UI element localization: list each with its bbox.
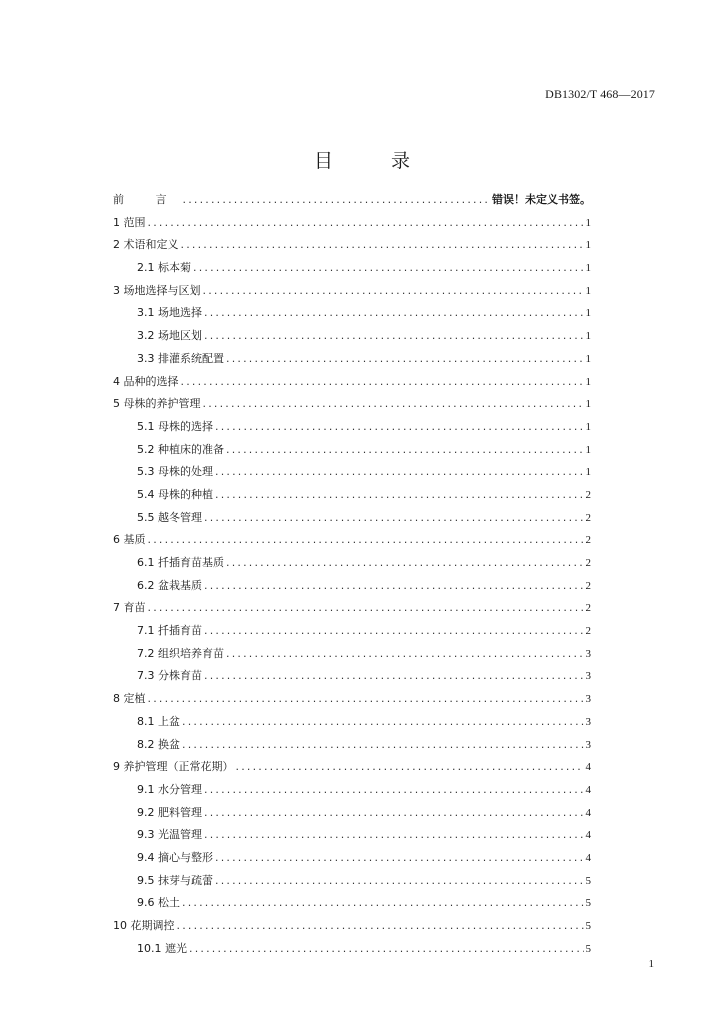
- toc-entry[interactable]: [113, 552, 591, 575]
- toc-entry[interactable]: [113, 212, 591, 235]
- toc-dot-leader: [182, 892, 584, 915]
- toc-entry-page: 错误！未定义书签。: [492, 193, 591, 206]
- toc-dot-leader: [226, 348, 584, 371]
- toc-dot-leader: [204, 325, 584, 348]
- toc-entry[interactable]: [113, 688, 591, 711]
- toc-dot-leader: [182, 711, 584, 734]
- toc-dot-leader: [148, 688, 584, 711]
- toc-entry[interactable]: [113, 915, 591, 938]
- toc-entry-title: 3.3 排灌系统配置: [137, 351, 224, 365]
- toc-entry-title: 3 场地选择与区划: [113, 283, 201, 297]
- toc-entry-title: 9.1 水分管理: [137, 782, 202, 796]
- toc-dot-leader: [204, 507, 584, 530]
- toc-entry-page: 1: [585, 352, 591, 365]
- toc-dot-leader: [189, 938, 584, 961]
- toc-dot-leader: [148, 529, 584, 552]
- toc-entry[interactable]: [113, 643, 591, 666]
- toc-entry[interactable]: [113, 802, 591, 825]
- toc-entry-page: 5: [585, 874, 591, 887]
- toc-entry-title: 10.1 遮光: [137, 941, 187, 955]
- toc-entry[interactable]: [113, 234, 591, 257]
- toc-entry[interactable]: [113, 597, 591, 620]
- toc-dot-leader: [203, 280, 584, 303]
- toc-entry-title: 9.3 光温管理: [137, 828, 202, 842]
- toc-entry-title: 2 术语和定义: [113, 238, 179, 252]
- toc-entry-title: 8.1 上盆: [137, 714, 180, 728]
- toc-entry-page: 1: [585, 284, 591, 297]
- toc-entry[interactable]: [113, 484, 591, 507]
- toc-entry[interactable]: [113, 189, 591, 212]
- table-of-contents: [113, 189, 591, 960]
- toc-entry-title: 7.3 分株育苗: [137, 669, 202, 683]
- toc-entry-title: 7 育苗: [113, 601, 146, 615]
- toc-entry-page: 2: [585, 625, 591, 638]
- toc-entry[interactable]: [113, 824, 591, 847]
- toc-dot-leader: [204, 665, 584, 688]
- toc-entry-page: 5: [585, 897, 591, 910]
- toc-entry[interactable]: [113, 325, 591, 348]
- toc-dot-leader: [204, 824, 584, 847]
- toc-entry-page: 1: [585, 307, 591, 320]
- toc-dot-leader: [204, 575, 584, 598]
- toc-dot-leader: [215, 416, 584, 439]
- toc-entry-title: 5.1 母株的选择: [137, 419, 213, 433]
- toc-entry-title: 6.1 扦插育苗基质: [137, 556, 224, 569]
- toc-entry-page: 2: [585, 557, 591, 569]
- toc-entry[interactable]: [113, 439, 591, 462]
- toc-entry[interactable]: [113, 665, 591, 688]
- toc-entry-title: 7.1 扦插育苗: [137, 624, 202, 638]
- toc-entry-title: 5.3 母株的处理: [137, 465, 213, 479]
- toc-dot-leader: [193, 257, 584, 280]
- toc-entry[interactable]: [113, 280, 591, 303]
- toc-entry-page: 1: [585, 466, 591, 479]
- toc-entry-title: 5 母株的养护管理: [113, 397, 201, 411]
- toc-dot-leader: [148, 212, 584, 235]
- toc-dot-leader: [204, 302, 584, 325]
- toc-entry[interactable]: [113, 302, 591, 325]
- toc-entry-page: 3: [585, 738, 591, 751]
- toc-dot-leader: [204, 779, 584, 802]
- document-code: DB1302/T 468—2017: [545, 87, 655, 101]
- page-title: 目 录: [313, 150, 437, 172]
- toc-dot-leader: [226, 643, 584, 666]
- toc-entry-page: 1: [585, 262, 591, 275]
- toc-entry-page: 3: [585, 670, 591, 683]
- toc-entry[interactable]: [113, 507, 591, 530]
- toc-entry-title: 9 养护管理（正常花期）: [113, 760, 234, 774]
- toc-dot-leader: [177, 915, 584, 938]
- toc-entry-title: 9.5 抹芽与疏蕾: [137, 873, 213, 887]
- toc-entry-page: 4: [585, 783, 591, 796]
- toc-entry[interactable]: [113, 938, 591, 961]
- toc-entry[interactable]: [113, 461, 591, 484]
- toc-dot-leader: [181, 234, 584, 257]
- toc-entry-title: 2.1 标本菊: [137, 261, 191, 275]
- toc-dot-leader: [236, 756, 584, 779]
- toc-entry-page: 1: [585, 398, 591, 411]
- toc-entry-title: 3.2 场地区划: [137, 329, 202, 343]
- toc-dot-leader: [183, 189, 491, 212]
- toc-entry-page: 1: [585, 420, 591, 433]
- toc-entry[interactable]: [113, 348, 591, 371]
- toc-entry-title: 1 范围: [113, 215, 146, 229]
- toc-entry-title: 7.2 组织培养育苗: [137, 646, 224, 660]
- page-number: 1: [648, 958, 654, 970]
- toc-entry[interactable]: [113, 734, 591, 757]
- toc-entry-page: 1: [585, 216, 591, 229]
- toc-entry-title: 8.2 换盆: [137, 737, 180, 751]
- toc-dot-leader: [215, 484, 584, 507]
- toc-entry-title: 9.4 摘心与整形: [137, 850, 213, 864]
- toc-dot-leader: [215, 847, 584, 870]
- toc-entry-page: 1: [585, 330, 591, 343]
- toc-entry-title: 4 品种的选择: [113, 374, 179, 388]
- toc-entry-page: 4: [585, 806, 591, 819]
- toc-entry-page: 2: [585, 579, 591, 592]
- toc-dot-leader: [204, 620, 584, 643]
- toc-entry-page: 2: [585, 488, 591, 501]
- toc-entry[interactable]: [113, 416, 591, 439]
- toc-entry[interactable]: [113, 892, 591, 915]
- toc-entry-title: 5.4 母株的种植: [137, 487, 213, 501]
- toc-dot-leader: [148, 597, 584, 620]
- toc-entry-page: 5: [585, 942, 591, 955]
- toc-entry-page: 2: [585, 511, 591, 524]
- toc-entry[interactable]: [113, 779, 591, 802]
- toc-entry-page: 4: [585, 851, 591, 864]
- toc-entry[interactable]: [113, 711, 591, 734]
- toc-entry-title: 5.2 种植床的准备: [137, 442, 224, 456]
- toc-entry-title: 10 花期调控: [113, 919, 175, 932]
- toc-entry-page: 2: [585, 534, 591, 547]
- toc-entry-page: 1: [585, 239, 591, 252]
- toc-entry-title: 6 基质: [113, 533, 146, 547]
- toc-entry-title: 前 言: [113, 193, 181, 206]
- toc-entry[interactable]: [113, 756, 591, 779]
- toc-entry-page: 1: [585, 443, 591, 456]
- toc-entry-page: 4: [585, 761, 591, 774]
- toc-dot-leader: [215, 461, 584, 484]
- toc-entry-title: 9.2 肥料管理: [137, 805, 202, 819]
- toc-dot-leader: [203, 393, 584, 416]
- toc-entry[interactable]: [113, 257, 591, 280]
- toc-entry[interactable]: [113, 371, 591, 394]
- toc-entry-page: 1: [585, 375, 591, 388]
- toc-entry-page: 4: [585, 829, 591, 842]
- toc-entry-title: 3.1 场地选择: [137, 306, 202, 320]
- toc-dot-leader: [182, 734, 584, 757]
- toc-entry-title: 6.2 盆栽基质: [137, 578, 202, 592]
- toc-entry-title: 5.5 越冬管理: [137, 510, 202, 524]
- toc-entry[interactable]: [113, 529, 591, 552]
- toc-entry-title: 9.6 松土: [137, 896, 180, 910]
- toc-entry-title: 8 定植: [113, 692, 146, 706]
- toc-dot-leader: [226, 439, 584, 462]
- toc-entry[interactable]: [113, 870, 591, 893]
- toc-dot-leader: [204, 802, 584, 825]
- toc-dot-leader: [226, 552, 584, 575]
- toc-entry[interactable]: [113, 620, 591, 643]
- toc-entry-page: 3: [585, 693, 591, 706]
- toc-entry-page: 3: [585, 647, 591, 660]
- toc-entry[interactable]: [113, 847, 591, 870]
- toc-entry-page: 3: [585, 715, 591, 728]
- toc-dot-leader: [215, 870, 584, 893]
- toc-entry-page: 5: [585, 920, 591, 932]
- toc-entry-page: 2: [585, 602, 591, 615]
- toc-entry[interactable]: [113, 393, 591, 416]
- toc-entry[interactable]: [113, 575, 591, 598]
- toc-dot-leader: [181, 371, 584, 394]
